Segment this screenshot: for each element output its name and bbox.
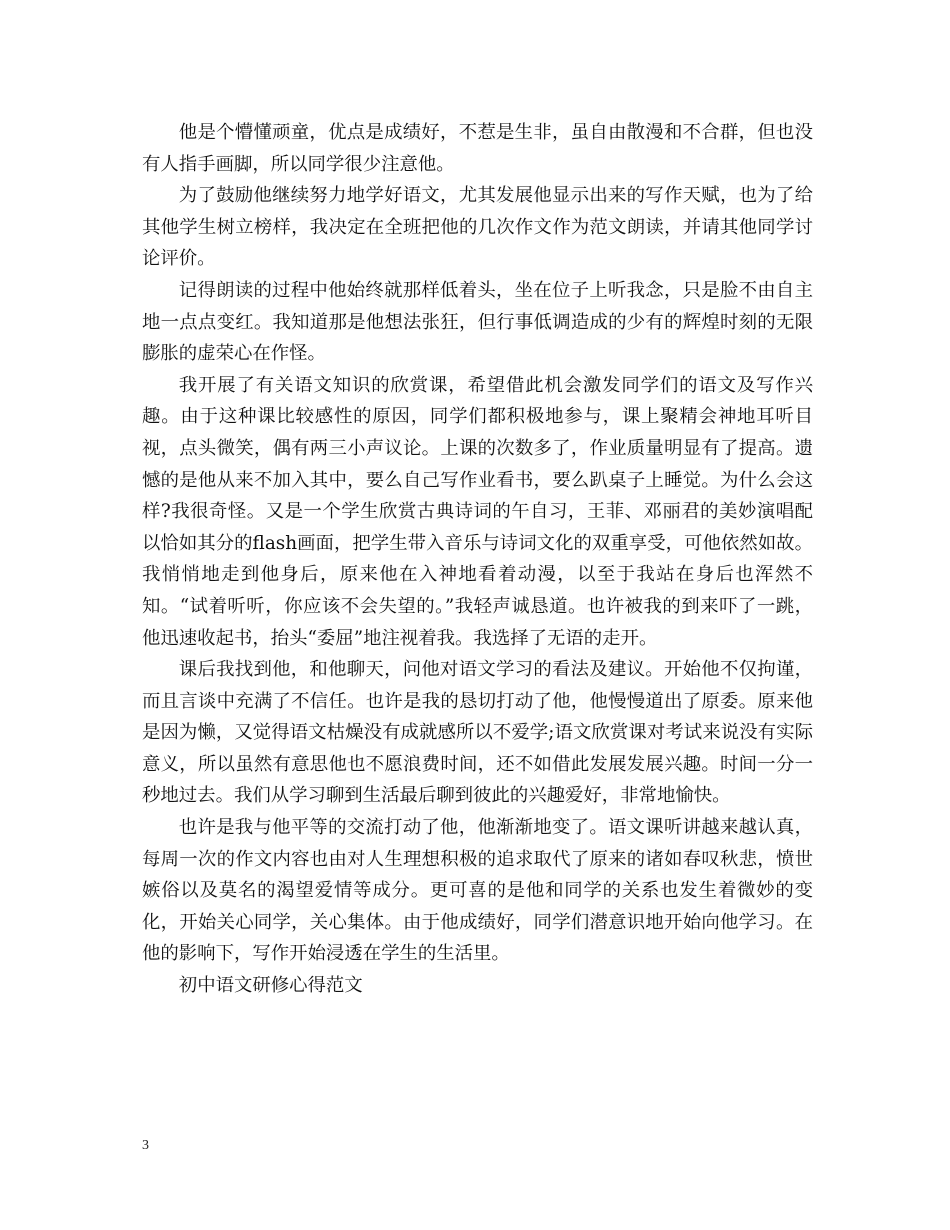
paragraph: 他是个懵懂顽童，优点是成绩好，不惹是生非，虽自由散漫和不合群，但也没有人指手画脚，所以同学很少注意他。	[142, 122, 813, 175]
page-number: 3	[142, 1138, 149, 1153]
paragraph: 课后我找到他，和他聊天，问他对语文学习的看法及建议。开始他不仅拘谨，而且言谈中充满了不信任。也许是我的恳切打动了他，他慢慢道出了原委。原来他是因为懒，又觉得语文枯燥没有成就感所以不爱学;语文欣赏课对考试来说没有实际意义，所以虽然有意思他也不愿浪费时间，还不如借此发展发展兴趣。时间一分一秒地过去。我们从学习聊到生活最后聊到彼此的兴趣爱好，非常地愉快。	[142, 659, 813, 807]
paragraph: 我开展了有关语文知识的欣赏课，希望借此机会激发同学们的语文及写作兴趣。由于这种课比较感性的原因，同学们都积极地参与，课上聚精会神地耳听目视，点头微笑，偶有两三小声议论。上课的次数多了，作业质量明显有了提高。遗憾的是他从来不加入其中，要么自己写作业看书，要么趴桌子上睡觉。为什么会这样?我很奇怪。又是一个学生欣赏古典诗词的午自习，王菲、邓丽君的美妙演唱配以恰如其分的flash画面，把学生带入音乐与诗词文化的双重享受，可他依然如故。我悄悄地走到他身后，原来他在入神地看着动漫，以至于我站在身后也浑然不知。“试着听听，你应该不会失望的。”我轻声诚恳道。也许被我的到来吓了一跳，他迅速收起书，抬头“委屈”地注视着我。我选择了无语的走开。	[142, 374, 813, 649]
paragraph: 也许是我与他平等的交流打动了他，他渐渐地变了。语文课听讲越来越认真，每周一次的作文内容也由对人生理想积极的追求取代了原来的诸如春叹秋悲，愤世嫉俗以及莫名的渴望爱情等成分。更可喜的是他和同学的关系也发生着微妙的变化，开始关心同学，关心集体。由于他成绩好，同学们潜意识地开始向他学习。在他的影响下，写作开始浸透在学生的生活里。	[142, 817, 813, 965]
paragraph: 记得朗读的过程中他始终就那样低着头，坐在位子上听我念，只是脸不由自主地一点点变红。我知道那是他想法张狂，但行事低调造成的少有的辉煌时刻的无限膨胀的虚荣心在作怪。	[142, 279, 813, 365]
section-heading: 初中语文研修心得范文	[178, 975, 363, 997]
document-body	[142, 117, 813, 1002]
paragraph: 为了鼓励他继续努力地学好语文，尤其发展他显示出来的写作天赋，也为了给其他学生树立榜样，我决定在全班把他的几次作文作为范文朗读，并请其他同学讨论评价。	[142, 185, 813, 270]
